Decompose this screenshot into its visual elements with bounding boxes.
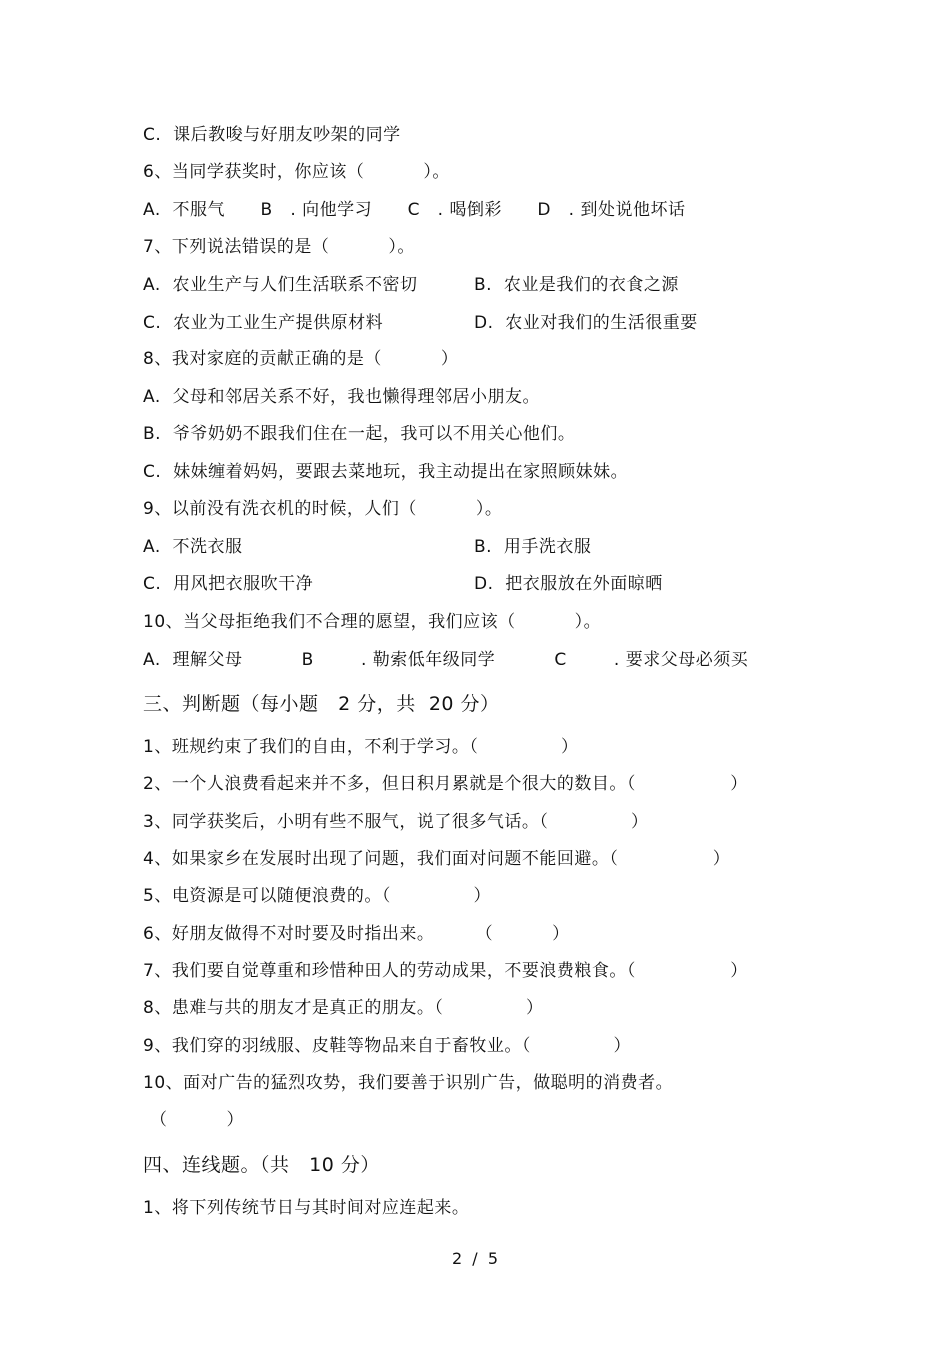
judge-8: 8、患难与共的朋友才是真正的朋友。（ ） xyxy=(143,998,544,1018)
judge-9: 9、我们穿的羽绒服、皮鞋等物品来自于畜牧业。（ ） xyxy=(143,1036,631,1056)
judge-7: 7、我们要自觉尊重和珍惜种田人的劳动成果，不要浪费粮食。（ ） xyxy=(143,961,748,981)
judge-2: 2、一个人浪费看起来并不多，但日积月累就是个很大的数目。（ ） xyxy=(143,774,748,794)
question-10: 10、当父母拒绝我们不合理的愿望，我们应该（ ）。 xyxy=(143,612,602,632)
q7-option-d: D. 农业对我们的生活很重要 xyxy=(474,313,698,333)
question-7: 7、下列说法错误的是（ ）。 xyxy=(143,237,415,257)
question-9: 9、以前没有洗衣机的时候，人们（ ）。 xyxy=(143,499,503,519)
judge-4: 4、如果家乡在发展时出现了问题，我们面对问题不能回避。（ ） xyxy=(143,849,731,869)
judge-10-blank: （ ） xyxy=(150,1110,245,1130)
q8-option-c: C. 妹妹缠着妈妈，要跟去菜地玩，我主动提出在家照顾妹妹。 xyxy=(143,462,629,482)
judge-10: 10、面对广告的猛烈攻势，我们要善于识别广告，做聪明的消费者。 xyxy=(143,1073,674,1093)
judge-3: 3、同学获奖后，小明有些不服气，说了很多气话。（ ） xyxy=(143,812,649,832)
q8-option-b: B. 爷爷奶奶不跟我们住在一起，我可以不用关心他们。 xyxy=(143,424,576,444)
q9-option-d: D. 把衣服放在外面晾晒 xyxy=(474,574,663,594)
q7-option-a: A. 农业生产与人们生活联系不密切 xyxy=(143,275,418,295)
q5-option-c: C. 课后教唆与好朋友吵架的同学 xyxy=(143,125,401,145)
q8-option-a: A. 父母和邻居关系不好，我也懒得理邻居小朋友。 xyxy=(143,387,541,407)
page-number: 2 / 5 xyxy=(451,1249,499,1268)
q9-option-a: A. 不洗衣服 xyxy=(143,537,243,557)
q7-option-c: C. 农业为工业生产提供原材料 xyxy=(143,313,384,333)
judge-5: 5、电资源是可以随便浪费的。（ ） xyxy=(143,886,491,906)
question-8: 8、我对家庭的贡献正确的是（ ） xyxy=(143,349,459,369)
judge-6: 6、好朋友做得不对时要及时指出来。 （ ） xyxy=(143,924,570,944)
q10-options: A. 理解父母 B . 勒索低年级同学 C . 要求父母必须买 xyxy=(143,650,749,670)
question-6: 6、当同学获奖时，你应该（ ）。 xyxy=(143,162,450,182)
q6-options: A. 不服气 B . 向他学习 C . 喝倒彩 D . 到处说他坏话 xyxy=(143,200,686,220)
section-3-heading: 三、判断题（每小题 2 分，共 20 分） xyxy=(143,693,500,715)
q9-option-c: C. 用风把衣服吹干净 xyxy=(143,574,314,594)
q9-option-b: B. 用手洗衣服 xyxy=(474,537,592,557)
matching-1: 1、将下列传统节日与其时间对应连起来。 xyxy=(143,1198,470,1218)
q7-option-b: B. 农业是我们的衣食之源 xyxy=(474,275,679,295)
judge-1: 1、班规约束了我们的自由，不利于学习。（ ） xyxy=(143,737,579,757)
section-4-heading: 四、连线题。（共 10 分） xyxy=(143,1154,380,1176)
